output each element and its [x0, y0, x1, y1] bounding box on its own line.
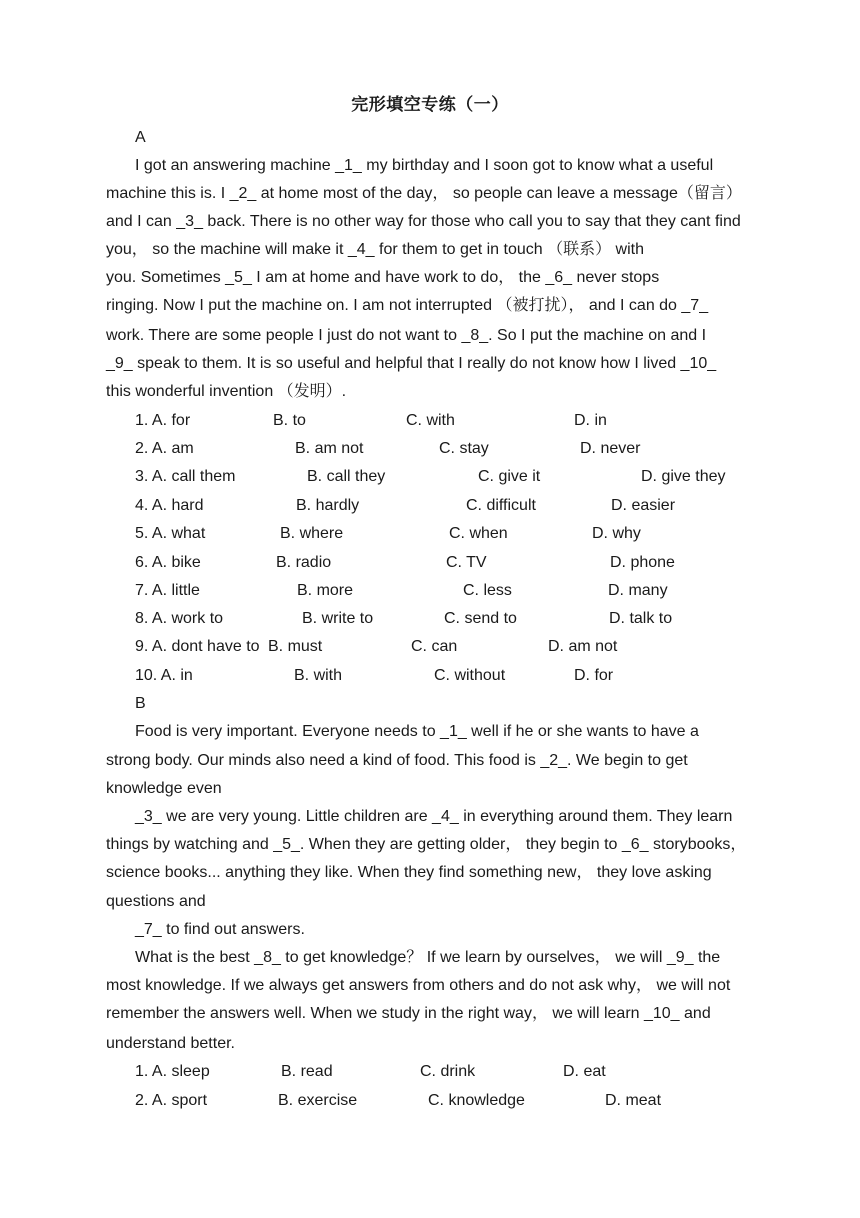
- option-a: 1. A. for: [135, 412, 191, 429]
- option-c: C. TV: [446, 554, 487, 571]
- option-b: B. call they: [307, 468, 386, 485]
- option-a: 6. A. bike: [135, 554, 201, 571]
- page-title: 完形填空专练（一）: [351, 95, 509, 115]
- passage-a-line: you， so the machine will make it _4_ for them to get in touch （联系） with: [106, 241, 645, 258]
- passage-b-line: understand better.: [106, 1035, 235, 1052]
- option-a: 4. A. hard: [135, 497, 204, 514]
- option-a: 8. A. work to: [135, 610, 224, 627]
- passage-b-line: _7_ to find out answers.: [135, 921, 305, 938]
- passage-a-line: work. There are some people I just do not want to _8_. So I put the machine on and I: [106, 327, 707, 344]
- option-d: D. am not: [548, 638, 618, 655]
- passage-a-line: _9_ speak to them. It is so useful and helpful that I really do not know how I lived _10_: [106, 355, 717, 372]
- option-c: C. give it: [478, 468, 541, 485]
- option-b: B. write to: [302, 610, 374, 627]
- option-d: D. easier: [611, 497, 676, 514]
- option-a: 7. A. little: [135, 582, 200, 599]
- option-d: D. never: [580, 440, 641, 457]
- option-a: 1. A. sleep: [135, 1063, 210, 1080]
- option-d: D. talk to: [609, 610, 673, 627]
- passage-a-line: ringing. Now I put the machine on. I am not interrupted （被打扰）， and I can do _7_: [106, 297, 709, 314]
- option-b: B. must: [268, 638, 323, 655]
- option-b: B. radio: [276, 554, 332, 571]
- passage-a-line: this wonderful invention （发明）.: [106, 383, 347, 400]
- option-c: C. less: [463, 582, 512, 599]
- option-b: B. more: [297, 582, 354, 599]
- passage-b-line: Food is very important. Everyone needs to _1_ well if he or she wants to have a: [135, 723, 699, 740]
- passage-b-line: things by watching and _5_. When they are getting older， they begin to _6_ storybooks，: [106, 836, 747, 853]
- option-d: D. give they: [641, 468, 726, 485]
- option-b: B. with: [294, 667, 343, 684]
- passage-a-line: I got an answering machine _1_ my birthday and I soon got to know what a useful: [135, 157, 714, 174]
- option-d: D. why: [592, 525, 641, 542]
- passage-b-line: most knowledge. If we always get answers from others and do not ask why， we will not: [106, 977, 731, 994]
- passage-b-line: _3_ we are very young. Little children are _4_ in everything around them. They learn: [135, 808, 733, 825]
- option-a: 2. A. am: [135, 440, 194, 457]
- section-a-label: A: [135, 129, 146, 146]
- passage-b-line: remember the answers well. When we study in the right way， we will learn _10_ and: [106, 1005, 711, 1022]
- option-d: D. in: [574, 412, 607, 429]
- option-c: C. drink: [420, 1063, 476, 1080]
- option-a: 9. A. dont have to: [135, 638, 260, 655]
- passage-b-line: strong body. Our minds also need a kind of food. This food is _2_. We begin to get: [106, 752, 688, 769]
- option-c: C. knowledge: [428, 1092, 525, 1109]
- passage-b-line: knowledge even: [106, 780, 222, 797]
- option-d: D. meat: [605, 1092, 662, 1109]
- passage-a-line: machine this is. I _2_ at home most of the day， so people can leave a message（留言）: [106, 185, 742, 202]
- passage-a-line: you. Sometimes _5_ I am at home and have work to do， the _6_ never stops: [106, 269, 660, 286]
- passage-a-line: and I can _3_ back. There is no other way for those who call you to say that they cant find: [106, 213, 741, 230]
- section-b-label: B: [135, 695, 146, 712]
- passage-b-line: questions and: [106, 893, 206, 910]
- option-a: 10. A. in: [135, 667, 193, 684]
- option-b: B. exercise: [278, 1092, 358, 1109]
- option-c: C. difficult: [466, 497, 536, 514]
- option-a: 2. A. sport: [135, 1092, 208, 1109]
- option-c: C. can: [411, 638, 458, 655]
- option-b: B. to: [273, 412, 306, 429]
- option-b: B. read: [281, 1063, 333, 1080]
- option-c: C. without: [434, 667, 506, 684]
- option-c: C. stay: [439, 440, 489, 457]
- passage-b-line: What is the best _8_ to get knowledge？ If we learn by ourselves， we will _9_ the: [135, 949, 721, 966]
- option-c: C. when: [449, 525, 508, 542]
- option-d: D. phone: [610, 554, 675, 571]
- option-c: C. with: [406, 412, 455, 429]
- option-c: C. send to: [444, 610, 517, 627]
- option-d: D. for: [574, 667, 614, 684]
- option-a: 5. A. what: [135, 525, 206, 542]
- option-b: B. where: [280, 525, 344, 542]
- option-b: B. hardly: [296, 497, 360, 514]
- passage-b-line: science books... anything they like. When they find something new， they love asking: [106, 864, 712, 881]
- option-b: B. am not: [295, 440, 364, 457]
- option-a: 3. A. call them: [135, 468, 236, 485]
- option-d: D. eat: [563, 1063, 606, 1080]
- option-d: D. many: [608, 582, 668, 599]
